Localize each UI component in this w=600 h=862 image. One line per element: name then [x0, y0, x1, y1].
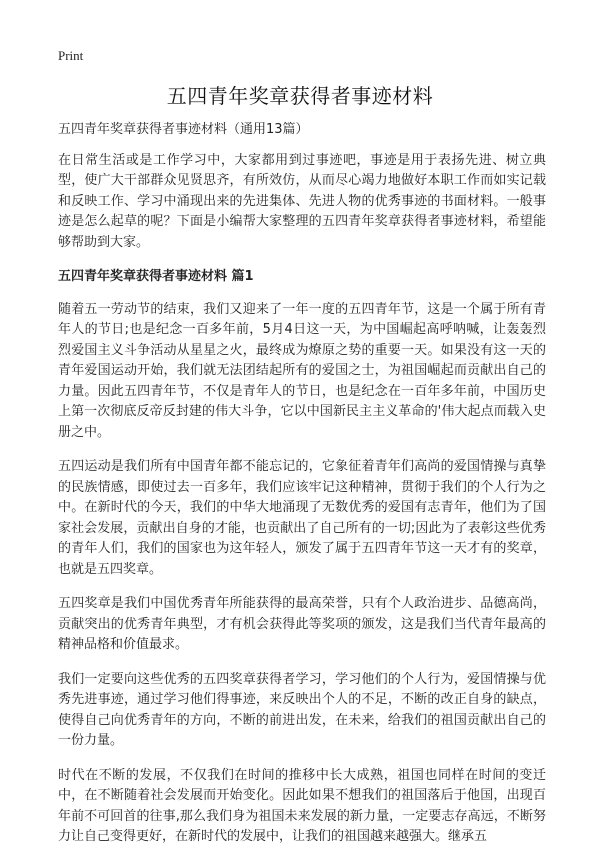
document-subtitle: 五四青年奖章获得者事迹材料（通用13篇） [58, 122, 309, 137]
body-paragraph: 随着五一劳动节的结束，我们又迎来了一年一度的五四青年节，这是一个属于所有青年人的节日;也是纪念一百多年前，5月4日这一天，为中国崛起高呼呐喊，让轰轰烈烈爱国主义斗争活动从星星之火，最终成为燎原之势的重要一天。如果没有这一天的青年爱国运动开始，我们就无法团结起所有的爱国之士，为祖国崛起而贡献出自己的力量。因此五四青年节，不仅是青年人的节日，也是纪念在一百年多年前，中国历史上第一次彻底反帝反封建的伟大斗争，它以中国新民主主义革命的'伟大起点而载入史册之中。 [58, 301, 546, 440]
body-paragraph: 我们一定要向这些优秀的五四奖章获得者学习，学习他们的个人行为，爱国情操与优秀先进事迹，通过学习他们得事迹，来反映出个人的不足，不断的改正自身的缺点，使得自己向优秀青年的方向，不断的前进出发，在未来，给我们的祖国贡献出自己的一份力量。 [58, 671, 546, 748]
section-heading: 五四青年奖章获得者事迹材料 篇1 [58, 269, 254, 284]
body-paragraph: 时代在不断的发展，不仅我们在时间的推移中长大成熟，祖国也同样在时间的变迁中，在不断随着社会发展而开始变化。因此如果不想我们的祖国落后于他国，出现百年前不可回首的往事,那么我们身为祖国未来发展的新力量，一定要志存高远，不断努力让自己变得更好，在新时代的发展中，让我们的祖国越来越强大。继承五 [58, 767, 546, 844]
body-paragraph: 五四奖章是我们中国优秀青年所能获得的最高荣誉，只有个人政治进步、品德高尚，贡献突出的优秀青年典型，才有机会获得此等奖项的颁发，这是我们当代青年最高的精神品格和价值最求。 [58, 596, 546, 652]
document-body [58, 120, 546, 862]
page-title: 五四青年奖章获得者事迹材料 [166, 84, 434, 108]
intro-paragraph: 在日常生活或是工作学习中，大家都用到过事迹吧，事迹是用于表扬先进、树立典型，使广大干部群众见贤思齐，有所效仿，从而尽心竭力地做好本职工作而如实记载和反映工作、学习中涌现出来的先进集体、先进人物的优秀事迹的书面材料。一般事迹是怎么起草的呢？下面是小编帮大家整理的五四青年奖章获得者事迹材料，希望能够帮助到大家。 [58, 152, 546, 250]
print-link[interactable]: Print [58, 48, 84, 63]
body-paragraph: 五四运动是我们所有中国青年都不能忘记的，它象征着青年们高尚的爱国情操与真挚的民族情感，即使过去一百多年，我们应该牢记这种精神，贯彻于我们的个人行为之中。在新时代的今天，我们的中华大地涌现了无数优秀的爱国有志青年，他们为了国家社会发展，贡献出自身的才能，也贡献出了自己所有的一切;因此为了表彰这些优秀的青年人们，我们的国家也为这年轻人，颁发了属于五四青年节这一天才有的奖章，也就是五四奖章。 [58, 459, 546, 577]
